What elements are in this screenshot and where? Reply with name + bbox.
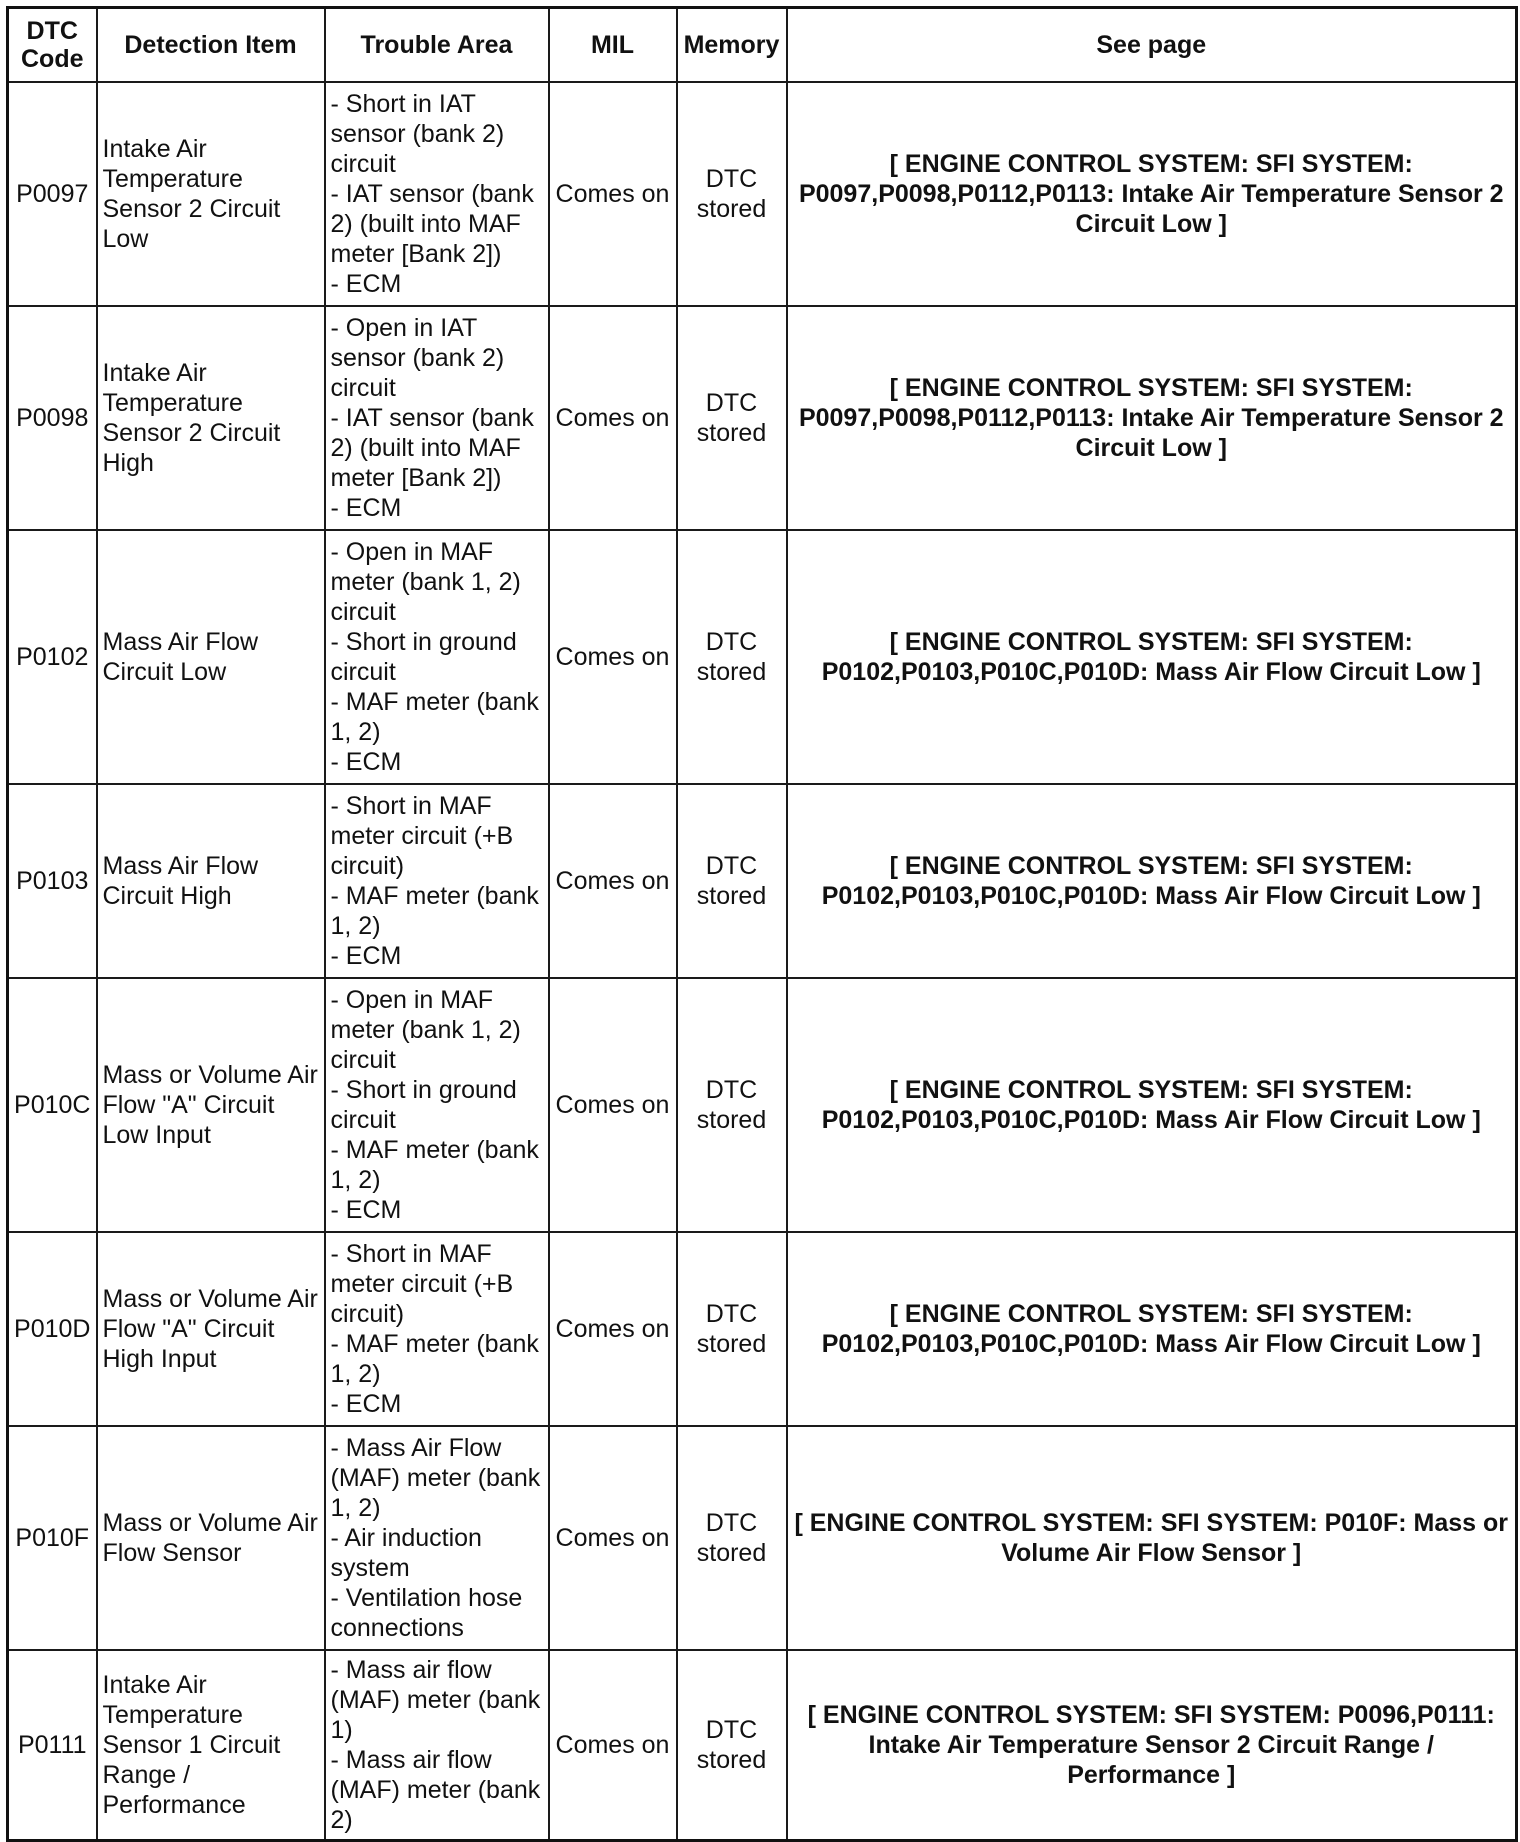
mil-cell: Comes on	[549, 1650, 677, 1840]
table-row	[8, 978, 1517, 1232]
memory-cell: DTC stored	[677, 1232, 787, 1426]
mil-cell: Comes on	[549, 1232, 677, 1426]
table-row	[8, 1426, 1517, 1650]
see-page-link[interactable]: [ ENGINE CONTROL SYSTEM: SFI SYSTEM: P0102,P0103,P010C,P010D: Mass Air Flow Circuit Low ]	[787, 1232, 1517, 1426]
dtc-table	[6, 6, 1518, 1842]
mil-cell: Comes on	[549, 82, 677, 306]
memory-cell: DTC stored	[677, 1426, 787, 1650]
dtc-code-cell: P0103	[8, 784, 97, 978]
detection-item-cell: Mass Air Flow Circuit Low	[97, 530, 325, 784]
memory-cell: DTC stored	[677, 530, 787, 784]
header-see-page: See page	[787, 8, 1517, 83]
header-trouble-area: Trouble Area	[325, 8, 549, 83]
mil-cell: Comes on	[549, 530, 677, 784]
header-dtc-code: DTC Code	[8, 8, 97, 83]
detection-item-cell: Mass or Volume Air Flow "A" Circuit Low Input	[97, 978, 325, 1232]
header-detection-item: Detection Item	[97, 8, 325, 83]
table-row	[8, 784, 1517, 978]
trouble-area-cell: - Short in MAF meter circuit (+B circuit) - MAF meter (bank 1, 2) - ECM	[325, 784, 549, 978]
memory-cell: DTC stored	[677, 1650, 787, 1840]
dtc-code-cell: P0102	[8, 530, 97, 784]
dtc-code-cell: P010C	[8, 978, 97, 1232]
detection-item-cell: Mass or Volume Air Flow "A" Circuit High Input	[97, 1232, 325, 1426]
header-mil: MIL	[549, 8, 677, 83]
see-page-link[interactable]: [ ENGINE CONTROL SYSTEM: SFI SYSTEM: P0102,P0103,P010C,P010D: Mass Air Flow Circuit Low ]	[787, 530, 1517, 784]
table-row	[8, 82, 1517, 306]
table-row	[8, 1650, 1517, 1840]
table-row	[8, 1232, 1517, 1426]
see-page-link[interactable]: [ ENGINE CONTROL SYSTEM: SFI SYSTEM: P0102,P0103,P010C,P010D: Mass Air Flow Circuit Low ]	[787, 978, 1517, 1232]
see-page-link[interactable]: [ ENGINE CONTROL SYSTEM: SFI SYSTEM: P0097,P0098,P0112,P0113: Intake Air Temperature Sensor 2 Circuit Low ]	[787, 306, 1517, 530]
memory-cell: DTC stored	[677, 82, 787, 306]
memory-cell: DTC stored	[677, 784, 787, 978]
detection-item-cell: Intake Air Temperature Sensor 1 Circuit Range / Performance	[97, 1650, 325, 1840]
detection-item-cell: Intake Air Temperature Sensor 2 Circuit Low	[97, 82, 325, 306]
trouble-area-cell: - Short in IAT sensor (bank 2) circuit - IAT sensor (bank 2) (built into MAF meter [Bank 2]) - ECM	[325, 82, 549, 306]
see-page-link[interactable]: [ ENGINE CONTROL SYSTEM: SFI SYSTEM: P0102,P0103,P010C,P010D: Mass Air Flow Circuit Low ]	[787, 784, 1517, 978]
trouble-area-cell: - Open in IAT sensor (bank 2) circuit - IAT sensor (bank 2) (built into MAF meter [Bank 2]) - ECM	[325, 306, 549, 530]
detection-item-cell: Mass Air Flow Circuit High	[97, 784, 325, 978]
mil-cell: Comes on	[549, 306, 677, 530]
memory-cell: DTC stored	[677, 306, 787, 530]
dtc-code-cell: P0097	[8, 82, 97, 306]
table-row	[8, 306, 1517, 530]
trouble-area-cell: - Mass air flow (MAF) meter (bank 1) - Mass air flow (MAF) meter (bank 2)	[325, 1650, 549, 1840]
trouble-area-cell: - Open in MAF meter (bank 1, 2) circuit - Short in ground circuit - MAF meter (bank 1, 2) - ECM	[325, 530, 549, 784]
trouble-area-cell: - Open in MAF meter (bank 1, 2) circuit - Short in ground circuit - MAF meter (bank 1, 2) - ECM	[325, 978, 549, 1232]
detection-item-cell: Intake Air Temperature Sensor 2 Circuit High	[97, 306, 325, 530]
mil-cell: Comes on	[549, 784, 677, 978]
mil-cell: Comes on	[549, 1426, 677, 1650]
header-row	[8, 8, 1517, 83]
memory-cell: DTC stored	[677, 978, 787, 1232]
mil-cell: Comes on	[549, 978, 677, 1232]
see-page-link[interactable]: [ ENGINE CONTROL SYSTEM: SFI SYSTEM: P0097,P0098,P0112,P0113: Intake Air Temperature Sensor 2 Circuit Low ]	[787, 82, 1517, 306]
header-memory: Memory	[677, 8, 787, 83]
detection-item-cell: Mass or Volume Air Flow Sensor	[97, 1426, 325, 1650]
table-row	[8, 530, 1517, 784]
trouble-area-cell: - Short in MAF meter circuit (+B circuit) - MAF meter (bank 1, 2) - ECM	[325, 1232, 549, 1426]
see-page-link[interactable]: [ ENGINE CONTROL SYSTEM: SFI SYSTEM: P0096,P0111: Intake Air Temperature Sensor 2 Circuit Range / Performance ]	[787, 1650, 1517, 1840]
see-page-link[interactable]: [ ENGINE CONTROL SYSTEM: SFI SYSTEM: P010F: Mass or Volume Air Flow Sensor ]	[787, 1426, 1517, 1650]
dtc-code-cell: P010D	[8, 1232, 97, 1426]
dtc-code-cell: P010F	[8, 1426, 97, 1650]
dtc-code-cell: P0111	[8, 1650, 97, 1840]
dtc-code-cell: P0098	[8, 306, 97, 530]
trouble-area-cell: - Mass Air Flow (MAF) meter (bank 1, 2) - Air induction system - Ventilation hose connections	[325, 1426, 549, 1650]
